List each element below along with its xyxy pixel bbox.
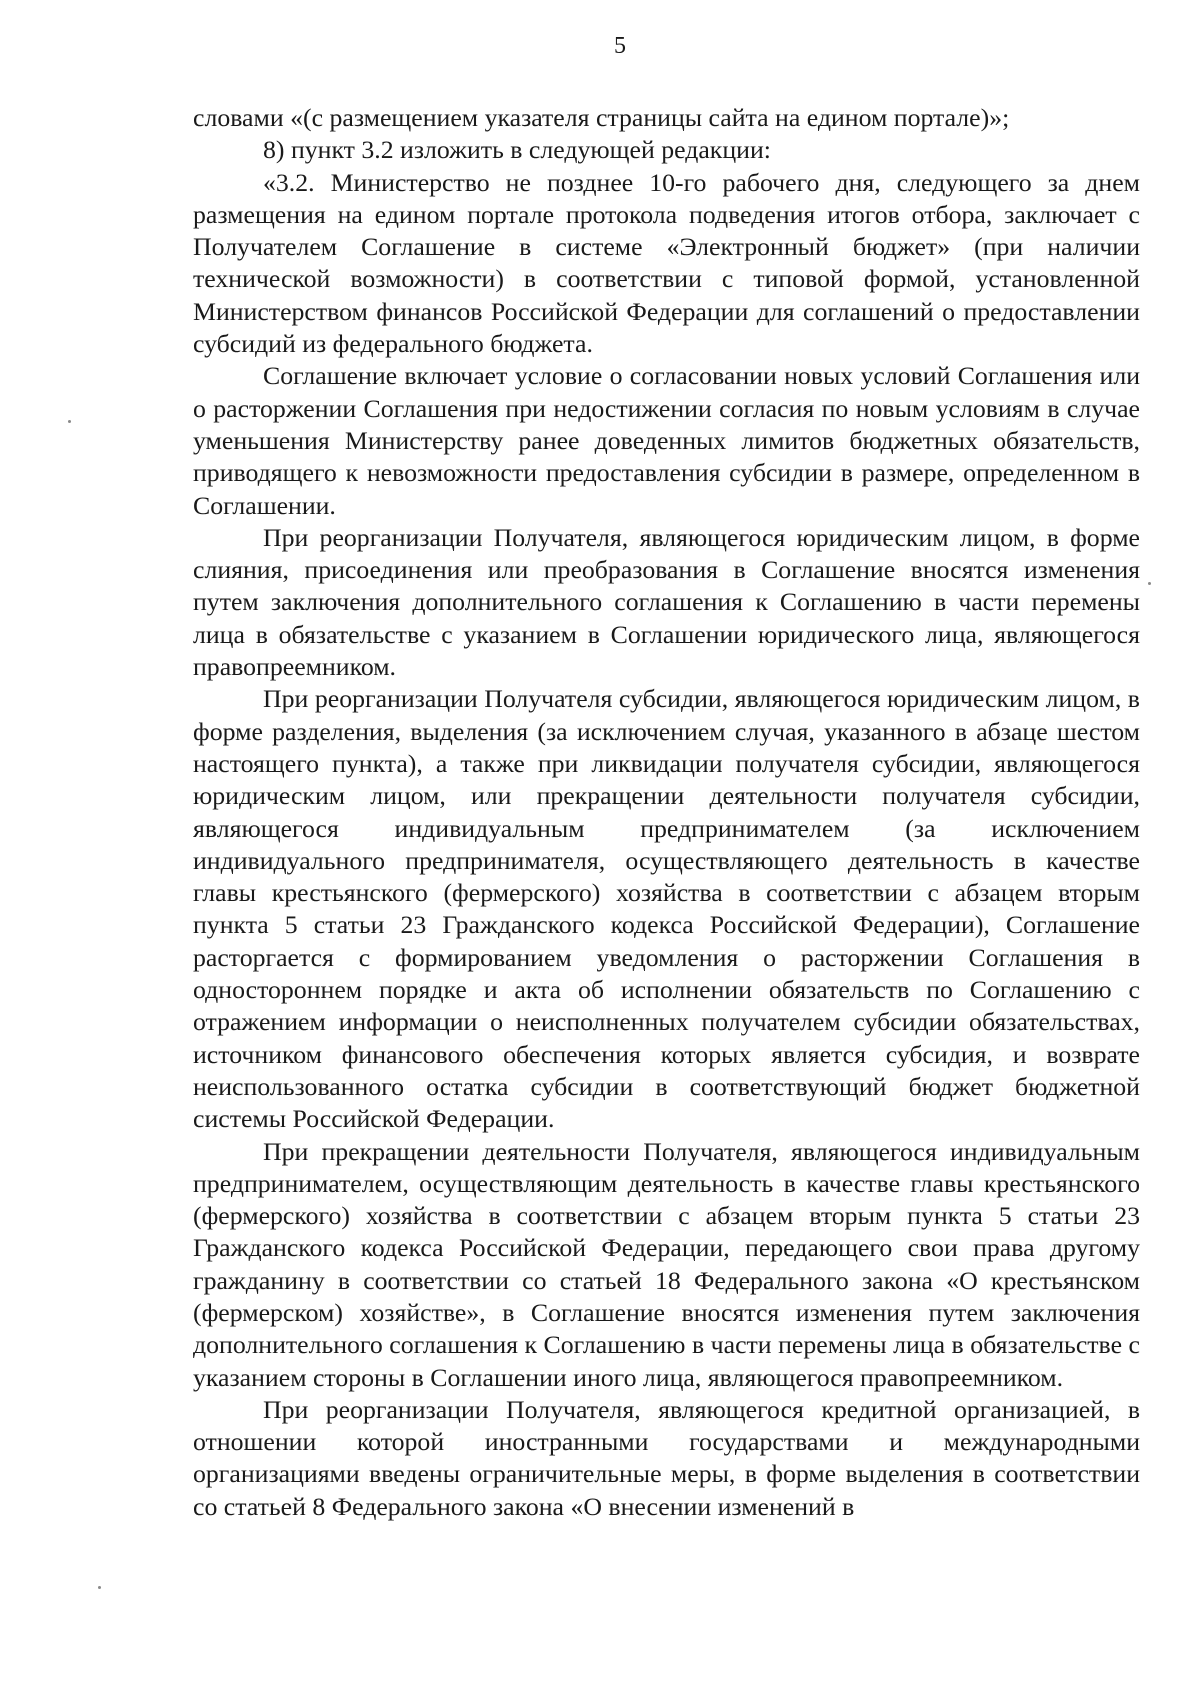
paragraph: Соглашение включает условие о согласовании новых условий Соглашения или о расторжении Соглашения при недостижении согласия по новым условиям в случае уменьшения Министерству ранее доведенных лимитов бюджетных обязательств, приводящего к невозможности предоставления субсидии в размере, определенном в Соглашении. [193,361,1140,520]
paragraph: При прекращении деятельности Получателя, являющегося индивидуальным предпринимателем, осуществляющим деятельность в качестве главы крестьянского (фермерского) хозяйства в соответствии с абзацем вторым пункта 5 статьи 23 Гражданского кодекса Российской Федерации, передающего свои права другому гражданину в соответствии со статьей 18 Федерального закона «О крестьянском (фермерском) хозяйстве», в Соглашение вносятся изменения путем заключения дополнительного соглашения к Соглашению в части перемены лица в обязательстве с указанием стороны в Соглашении иного лица, являющегося правопреемником. [193,1136,1140,1392]
scan-speck [68,420,71,423]
paragraph: словами «(с размещением указателя страницы сайта на едином портале)»; [193,103,1010,132]
paragraph: При реорганизации Получателя, являющегося кредитной организацией, в отношении которой иностранными государствами и международными организациями введены ограничительные меры, в форме выделения в соответствии со статьей 8 Федерального закона «О внесении изменений в [193,1394,1140,1521]
scan-speck [1148,582,1151,585]
paragraph: При реорганизации Получателя, являющегося юридическим лицом, в форме слияния, присоединения или преобразования в Соглашение вносятся изменения путем заключения дополнительного соглашения к Соглашению в части перемены лица в обязательстве с указанием в Соглашении юридического лица, являющегося правопреемником. [193,522,1140,682]
page-number: 5 [614,33,626,59]
scan-speck [98,1586,101,1589]
paragraph: При реорганизации Получателя субсидии, являющегося юридическим лицом, в форме разделения, выделения (за исключением случая, указанного в абзаце шестом настоящего пункта), а также при ликвидации получателя субсидии, являющегося юридическим лицом, или прекращении деятельности получателя субсидии, являющегося индивидуальным предпринимателем (за исключением индивидуального предпринимателя, осуществляющего деятельность в качестве главы крестьянского (фермерского) хозяйства в соответствии с абзацем вторым пункта 5 статьи 23 Гражданского кодекса Российской Федерации), Соглашение расторгается с формированием уведомления о расторжении Соглашения в одностороннем порядке и акта об исполнении обязательств по Соглашению с отражением информации о неисполненных получателем субсидии обязательствах, источником финансового обеспечения которых является субсидия, и возврате неиспользованного остатка субсидии в соответствующий бюджет бюджетной системы Российской Федерации. [193,684,1140,1134]
paragraph: 8) пункт 3.2 изложить в следующей редакции: [263,135,771,165]
document-body [193,102,1140,1523]
paragraph: «3.2. Министерство не позднее 10-го рабочего дня, следующего за днем размещения на едином портале протокола подведения итогов отбора, заключает с Получателем Соглашение в системе «Электронный бюджет» (при наличии технической возможности) в соответствии с типовой формой, установленной Министерством финансов Российской Федерации для соглашений о предоставлении субсидий из федерального бюджета. [193,167,1140,359]
